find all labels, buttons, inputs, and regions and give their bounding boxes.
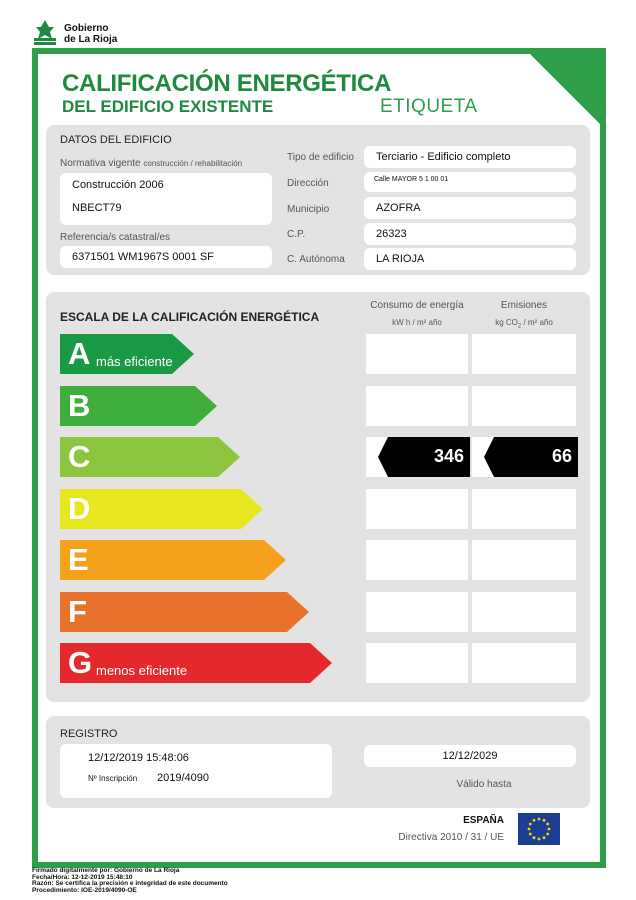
normativa-value2: NBECT79	[72, 202, 122, 214]
title-line2: DEL EDIFICIO EXISTENTE	[62, 97, 274, 116]
eu-star-icon	[546, 833, 549, 836]
direccion-value: Calle MAYOR 5 1 00 01	[374, 176, 449, 183]
municipio-label: Municipio	[287, 204, 330, 215]
eu-star-icon	[528, 828, 531, 831]
energy-class-letter: G	[68, 645, 93, 680]
energy-class-letter: B	[68, 388, 91, 423]
energy-class-label: menos eficiente	[96, 663, 188, 678]
energy-class-c	[60, 437, 240, 477]
energy-class-letter: D	[68, 491, 91, 526]
eu-star-icon	[543, 836, 546, 839]
consumo-cell-f	[366, 592, 468, 632]
referencia-label: Referencia/s catastral/es	[60, 232, 171, 243]
footer-line3: Razón: Se certifica la precisión e integridad de este documento	[32, 880, 228, 887]
footer-line2: Fecha/Hora: 12-12-2019 15:48:10	[32, 873, 133, 881]
eu-star-icon	[538, 818, 541, 821]
org-name	[64, 23, 117, 45]
la-rioja-emblem-icon	[32, 18, 58, 46]
energy-class-letter: F	[68, 594, 87, 629]
emisiones-col-unit	[472, 318, 576, 330]
eu-flag-icon	[518, 813, 560, 845]
normativa-label-main: Normativa vigente	[60, 158, 141, 169]
inscripcion-label: Nº Inscripción	[88, 774, 138, 783]
energy-class-letter: C	[68, 439, 91, 474]
eu-star-icon	[533, 836, 536, 839]
inscripcion-value: 2019/4090	[157, 772, 209, 784]
eu-star-icon	[529, 833, 532, 836]
valido-label: Válido hasta	[456, 779, 512, 790]
energy-class-label: más eficiente	[96, 354, 173, 369]
eu-star-icon	[546, 823, 549, 826]
eu-star-icon	[533, 819, 536, 822]
energy-arrow-shape	[60, 489, 263, 529]
emisiones-cell-f	[472, 592, 576, 632]
energy-class-e	[60, 540, 286, 580]
rating-value: 66	[551, 446, 572, 466]
org-name-line1: Gobierno	[64, 23, 109, 34]
eu-star-icon	[529, 823, 532, 826]
energy-class-f	[60, 592, 309, 632]
emisiones-cell-d	[472, 489, 576, 529]
normativa-value1: Construcción 2006	[72, 179, 164, 191]
signature-footer	[32, 868, 228, 894]
energy-class-letter: E	[68, 542, 89, 577]
energy-class-b	[60, 386, 217, 426]
consumo-rating	[378, 437, 470, 477]
municipio-value: AZOFRA	[376, 202, 421, 214]
tipo-label: Tipo de edificio	[287, 152, 354, 163]
emisiones-cell-b	[472, 386, 576, 426]
registro-fecha: 12/12/2019 15:48:06	[88, 752, 189, 764]
emisiones-unit-post: / m² año	[521, 318, 553, 327]
consumo-cell-d	[366, 489, 468, 529]
emisiones-cell-e	[472, 540, 576, 580]
consumo-cell-a	[366, 334, 468, 374]
energy-class-d	[60, 489, 263, 529]
autonoma-value: LA RIOJA	[376, 253, 425, 265]
emisiones-col-title: Emisiones	[500, 300, 548, 311]
emisiones-rating	[484, 437, 578, 477]
emisiones-cell-a	[472, 334, 576, 374]
registro-title: REGISTRO	[60, 728, 118, 740]
eu-star-icon	[538, 838, 541, 841]
eu-star-icon	[543, 819, 546, 822]
energy-class-a	[60, 334, 194, 374]
footer-line1: Firmado digitalmente por: Gobierno de La Rioja	[32, 867, 180, 874]
frame-corner-decoration	[524, 48, 606, 130]
emisiones-unit-sub: 2	[517, 323, 522, 330]
header-logo	[32, 18, 132, 48]
rating-value: 346	[433, 446, 464, 466]
autonoma-label: C. Autónoma	[287, 254, 345, 265]
tipo-value: Terciario - Edificio completo	[376, 151, 511, 163]
consumo-cell-b	[366, 386, 468, 426]
emisiones-cell-g	[472, 643, 576, 683]
cp-label: C.P.	[287, 229, 306, 240]
etiqueta-label: ETIQUETA	[380, 96, 478, 117]
consumo-cell-e	[366, 540, 468, 580]
energy-class-g	[60, 643, 332, 683]
consumo-col-title: Consumo de energía	[370, 300, 464, 311]
energy-arrow-shape	[60, 592, 309, 632]
emisiones-unit-pre: kg CO	[495, 318, 518, 327]
eu-star-icon	[548, 828, 551, 831]
cp-value: 26323	[376, 228, 407, 240]
referencia-value: 6371501 WM1967S 0001 SF	[72, 251, 214, 263]
consumo-col-unit: kW h / m² año	[392, 318, 442, 327]
direccion-label: Dirección	[287, 178, 329, 189]
energy-arrow-shape	[60, 540, 286, 580]
normativa-label	[60, 158, 242, 169]
org-name-line2: de La Rioja	[64, 34, 118, 45]
footer-line4: Procedimiento: IOE-2019/4090-OE	[32, 886, 137, 894]
consumo-cell-g	[366, 643, 468, 683]
normativa-label-sub: construcción / rehabilitación	[143, 159, 243, 168]
datos-title: DATOS DEL EDIFICIO	[60, 134, 172, 146]
valido-value: 12/12/2029	[442, 750, 498, 762]
directiva-label: Directiva 2010 / 31 / UE	[398, 832, 504, 843]
title-line1: CALIFICACIÓN ENERGÉTICA	[62, 70, 392, 97]
escala-title: ESCALA DE LA CALIFICACIÓN ENERGÉTICA	[60, 310, 320, 324]
espana-label: ESPAÑA	[463, 815, 504, 826]
energy-class-letter: A	[68, 336, 91, 371]
